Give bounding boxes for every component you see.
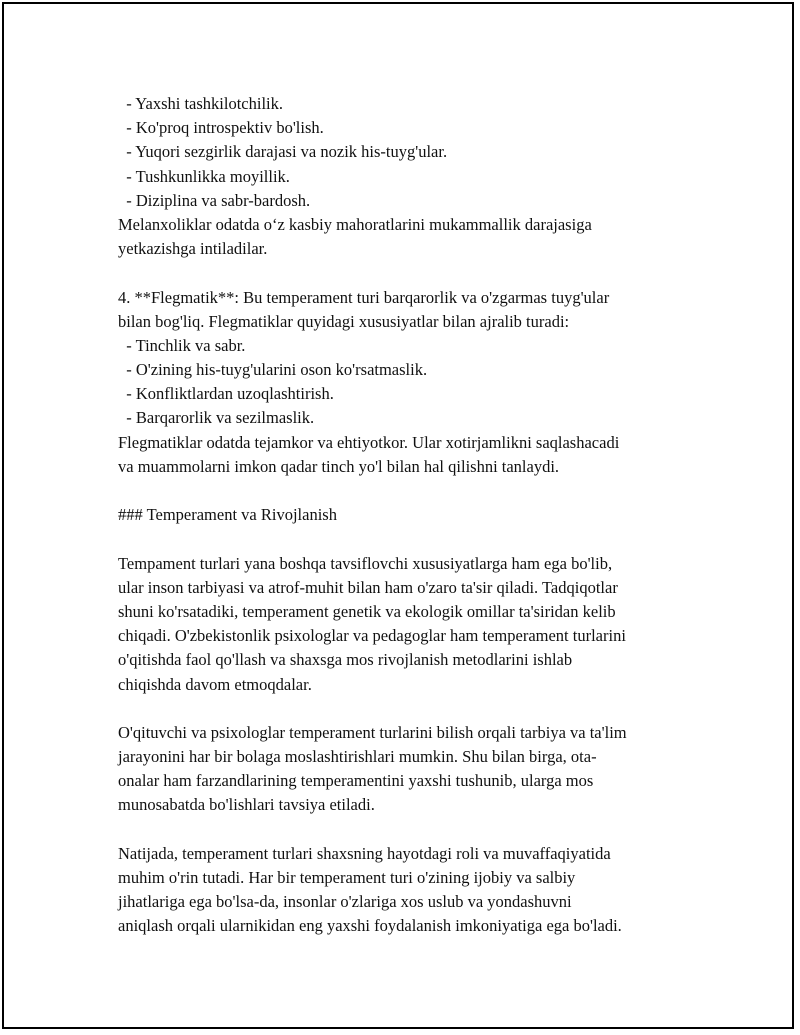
text-line: muhim o'rin tutadi. Har bir temperament turi o'zining ijobiy va salbiy — [118, 868, 576, 887]
section-heading: ### Temperament va Rivojlanish — [118, 505, 337, 525]
text-line: chiqadi. O'zbekistonlik psixologlar va pedagoglar ham temperament turlarini — [118, 626, 626, 646]
text-line: jihatlariga ega bo'lsa-da, insonlar o'zlariga xos uslub va yondashuvni — [118, 892, 572, 912]
list-item: - Konfliktlardan uzoqlashtirish. — [118, 384, 334, 404]
text-line: aniqlash orqali ularnikidan eng yaxshi foydalanish imkoniyatiga ega bo'ladi. — [118, 916, 622, 936]
paragraph — [118, 552, 718, 697]
text-line: ular inson tarbiyasi va atrof-muhit bilan ham o'zaro ta'sir qiladi. Tadqiqotlar — [118, 577, 618, 597]
text-line: Flegmatiklar odatda tejamkor va ehtiyotkor. Ular xotirjamlikni saqlashacadi — [118, 432, 620, 452]
phlegmatic-trait-list — [118, 334, 718, 431]
melancholic-trait-list — [118, 92, 718, 213]
phlegmatic-intro — [118, 286, 718, 334]
text-line: onalar ham farzandlarining temperamentini yaxshi tushunib, ularga mos — [118, 771, 594, 791]
text-line: 4. **Flegmatik**: Bu temperament turi barqarorlik va o'zgarmas tuyg'ular — [118, 287, 610, 307]
document-body — [118, 92, 718, 939]
phlegmatic-summary — [118, 431, 718, 479]
list-item: - Tinchlik va sabr. — [118, 335, 246, 355]
text-line: munosabatda bo'lishlari tavsiya etiladi. — [118, 795, 375, 815]
text-line: O'qituvchi va psixologlar temperament turlarini bilish orqali tarbiya va ta'lim — [118, 722, 627, 742]
list-item: - Yuqori sezgirlik darajasi va nozik his-tuyg'ular. — [118, 142, 448, 162]
text-line: yetkazishga intiladilar. — [118, 239, 268, 259]
text-line: chiqishda davom etmoqdalar. — [118, 674, 312, 694]
list-item: - O'zining his-tuyg'ularini oson ko'rsatmaslik. — [118, 360, 428, 380]
list-item: - Tushkunlikka moyillik. — [118, 166, 290, 186]
text-line: jarayonini har bir bolaga moslashtirishlari mumkin. Shu bilan birga, ota- — [118, 747, 597, 767]
melancholic-summary — [118, 213, 718, 261]
paragraph — [118, 842, 718, 939]
list-item: - Yaxshi tashkilotchilik. — [118, 94, 284, 113]
text-line: va muammolarni imkon qadar tinch yo'l bilan hal qilishni tanlaydi. — [118, 456, 560, 476]
list-item: - Diziplina va sabr-bardosh. — [118, 190, 311, 210]
list-item: - Ko'proq introspektiv bo'lish. — [118, 118, 324, 138]
text-line: Tempament turlari yana boshqa tavsiflovchi xususiyatlarga ham ega bo'lib, — [118, 553, 613, 573]
paragraph — [118, 721, 718, 818]
text-line: Melanxoliklar odatda o‘z kasbiy mahoratlarini mukammallik darajasiga — [118, 214, 592, 234]
text-line: bilan bog'liq. Flegmatiklar quyidagi xususiyatlar bilan ajralib turadi: — [118, 311, 570, 331]
text-line: shuni ko'rsatadiki, temperament genetik va ekologik omillar ta'siridan kelib — [118, 601, 616, 621]
text-line: o'qitishda faol qo'llash va shaxsga mos rivojlanish metodlarini ishlab — [118, 650, 573, 670]
list-item: - Barqarorlik va sezilmaslik. — [118, 408, 315, 428]
text-line: Natijada, temperament turlari shaxsning hayotdagi roli va muvaffaqiyatida — [118, 843, 611, 863]
